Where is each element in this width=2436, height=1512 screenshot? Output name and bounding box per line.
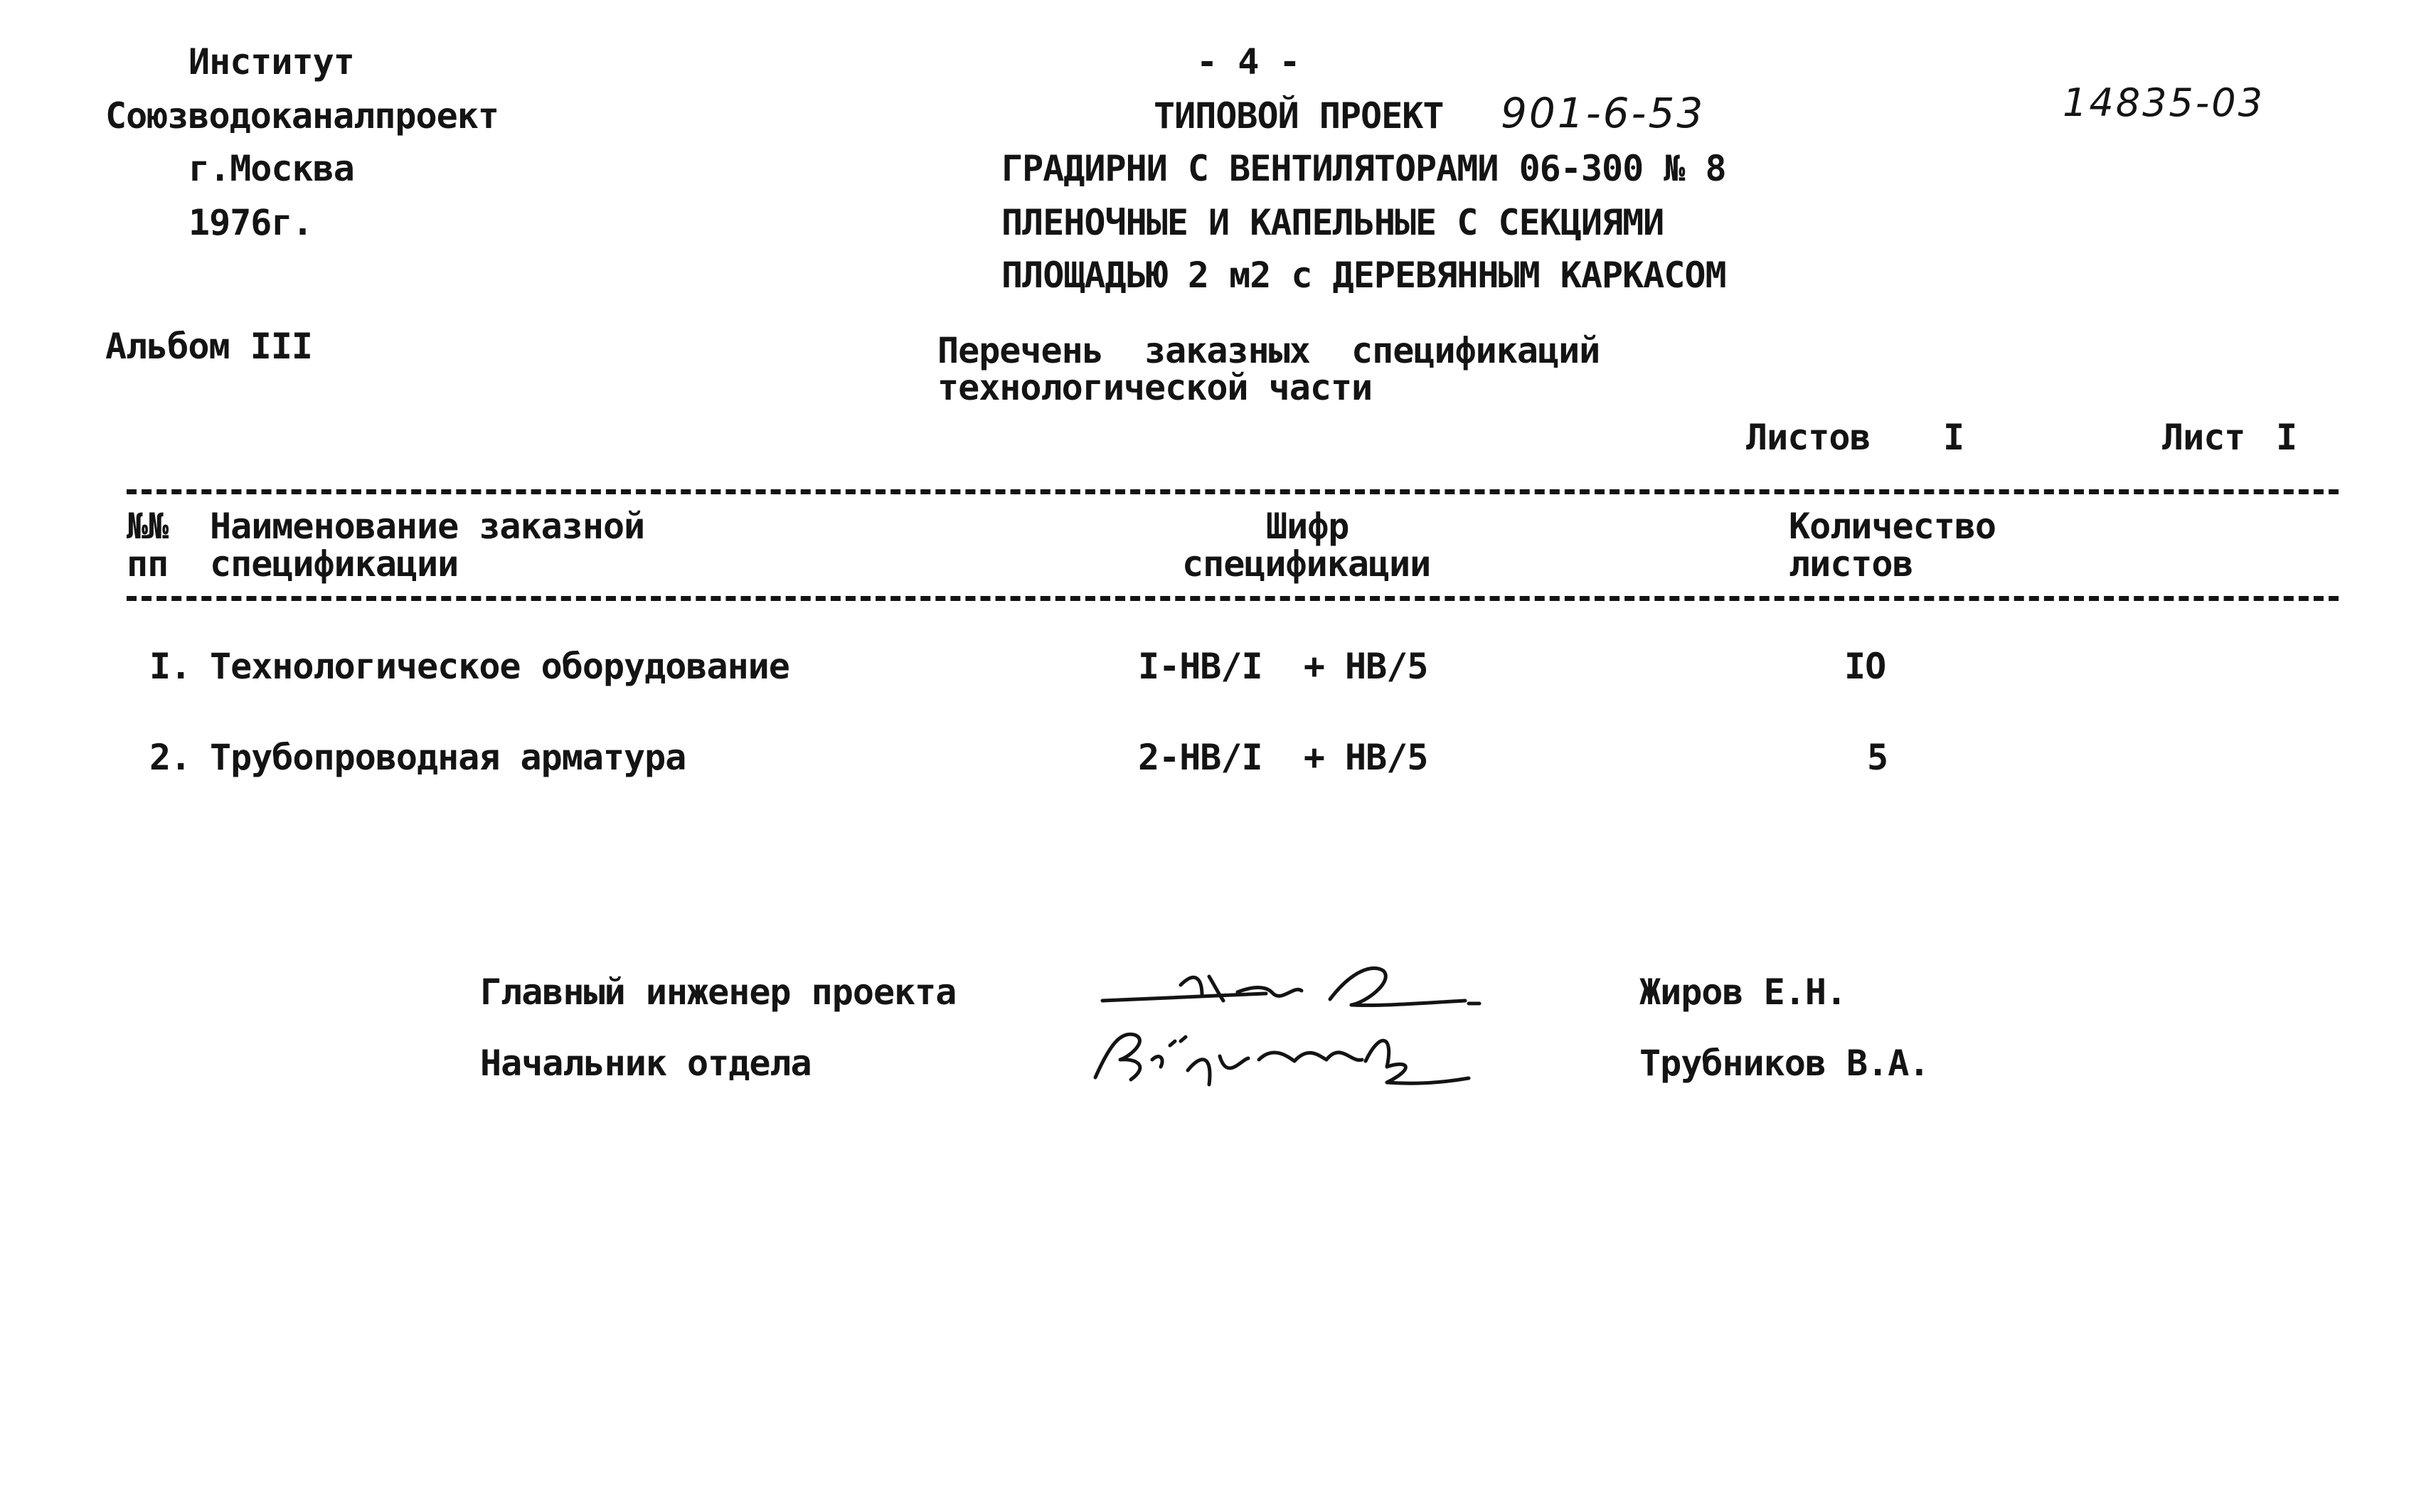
list-title-line-2: технологической части xyxy=(937,367,1373,408)
row-name: Технологическое оборудование xyxy=(210,646,789,687)
header-qty-line-1: Количество xyxy=(1789,506,1996,547)
project-title-line-1: ГРАДИРНИ С ВЕНТИЛЯТОРАМИ 06-300 № 8 xyxy=(1001,148,1726,189)
sheet-value: I xyxy=(2276,417,2297,458)
header-name-line-2: спецификации xyxy=(210,543,459,585)
project-title-line-3: ПЛОЩАДЬЮ 2 м2 с ДЕРЕВЯННЫМ КАРКАСОМ xyxy=(1001,255,1726,296)
sheets-total-label: Листов xyxy=(1746,417,1871,458)
row-code: I-НВ/I + НВ/5 xyxy=(1138,646,1428,687)
row-quantity: 5 xyxy=(1867,737,1888,778)
row-number: I. xyxy=(149,646,191,687)
signature-department-head-icon xyxy=(1081,1017,1479,1095)
page-number: - 4 - xyxy=(1196,41,1300,82)
signature-name-chief-engineer: Жиров Е.Н. xyxy=(1639,971,1847,1013)
document-number: 14835-03 xyxy=(2063,80,2265,125)
table-top-rule xyxy=(127,489,2339,494)
project-code: 901-6-53 xyxy=(1501,89,1706,137)
sheet-label: Лист xyxy=(2162,417,2245,458)
table-header-rule xyxy=(127,596,2339,601)
header-num-line-1: №№ xyxy=(127,506,169,547)
header-code-line-2: спецификации xyxy=(1182,543,1431,585)
signature-role-chief-engineer: Главный инженер проекта xyxy=(480,971,957,1013)
row-code: 2-НВ/I + НВ/5 xyxy=(1138,737,1428,778)
header-code-line-1: Шифр xyxy=(1266,506,1349,547)
year: 1976г. xyxy=(188,202,313,243)
organization-name: Союзводоканалпроект xyxy=(105,95,499,137)
header-num-line-2: пп xyxy=(127,543,169,585)
city: г.Москва xyxy=(188,148,354,189)
row-number: 2. xyxy=(149,737,191,778)
album-label: Альбом III xyxy=(105,326,313,367)
header-qty-line-2: листов xyxy=(1789,543,1913,585)
signature-chief-engineer-icon xyxy=(1095,957,1508,1021)
header-name-line-1: Наименование заказной xyxy=(210,506,645,547)
signature-name-department-head: Трубников В.А. xyxy=(1639,1043,1930,1084)
institute-label: Институт xyxy=(188,41,354,82)
row-quantity: IO xyxy=(1844,646,1886,687)
signature-role-department-head: Начальник отдела xyxy=(480,1043,812,1084)
project-label: ТИПОВОЙ ПРОЕКТ xyxy=(1154,95,1444,137)
project-title-line-2: ПЛЕНОЧНЫЕ И КАПЕЛЬНЫЕ С СЕКЦИЯМИ xyxy=(1001,202,1664,243)
list-title-line-1: Перечень заказных спецификаций xyxy=(937,330,1600,371)
sheets-total-value: I xyxy=(1943,417,1964,458)
row-name: Трубопроводная арматура xyxy=(210,737,686,778)
